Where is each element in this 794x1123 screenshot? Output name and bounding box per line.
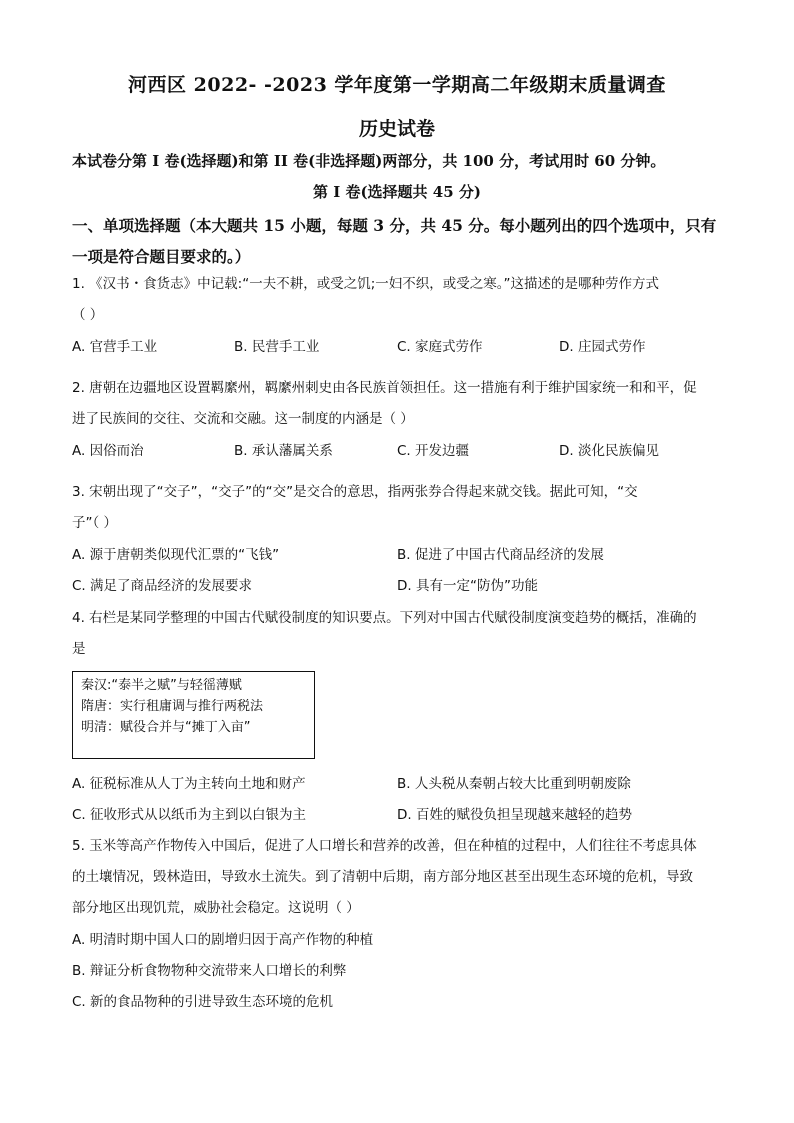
question-1-stem: 1. 《汉书・食货志》中记载:“一夫不耕，或受之饥;一妇不织，或受之寒。”这描述的是哪种劳作方式 — [72, 276, 660, 292]
question-2-option-c: C. 开发边疆 — [397, 443, 470, 459]
question-3-stem: 3. 宋朝出现了“交子”，“交子”的“交”是交合的意思，指两张券合得起来就交钱。据此可知，“交 — [72, 484, 638, 500]
knowledge-point: 秦汉:“泰半之赋”与轻徭薄赋 — [81, 678, 242, 693]
question-4-option-b: B. 人头税从秦朝占较大比重到明朝废除 — [397, 776, 631, 792]
exam-subtitle: 历史试卷 — [358, 118, 435, 140]
question-4-stem: 是 — [72, 641, 86, 657]
question-3-option-b: B. 促进了中国古代商品经济的发展 — [397, 547, 604, 563]
question-4-option-d: D. 百姓的赋役负担呈现越来越轻的趋势 — [397, 807, 632, 823]
question-5-stem: 部分地区出现饥荒，威胁社会稳定。这说明（ ） — [72, 900, 360, 916]
section-heading — [72, 210, 732, 272]
question-3-stem: 子”（ ） — [72, 515, 118, 531]
question-3-option-d: D. 具有一定“防伪”功能 — [397, 578, 538, 594]
question-5-stem: 的土壤情况，毁林造田，导致水土流失。到了清朝中后期，南方部分地区甚至出现生态环境的危机，导致 — [72, 869, 693, 885]
question-1-stem: （ ） — [72, 307, 104, 323]
knowledge-point: 隋唐：实行租庸调与推行两税法 — [81, 699, 264, 714]
question-4-stem: 4. 右栏是某同学整理的中国古代赋役制度的知识要点。下列对中国古代赋役制度演变趋势的概括，准确的 — [72, 610, 697, 626]
question-1-option-d: D. 庄园式劳作 — [559, 339, 646, 355]
knowledge-points-box — [72, 671, 315, 759]
exam-intro: 本试卷分第 I 卷(选择题)和第 II 卷(非选择题)两部分，共 100 分，考试用时 60 分钟。 — [72, 152, 666, 170]
question-1-option-a: A. 官营手工业 — [72, 339, 158, 355]
question-2-stem: 2. 唐朝在边疆地区设置羁縻州，羁縻州刺史由各民族首领担任。这一措施有利于维护国家统一和和平，促 — [72, 380, 697, 396]
question-4-option-a: A. 征税标准从人丁为主转向土地和财产 — [72, 776, 306, 792]
question-2-option-b: B. 承认藩属关系 — [234, 443, 333, 459]
question-5-option-c: C. 新的食品物种的引进导致生态环境的危机 — [72, 994, 334, 1010]
question-5-option-a: A. 明清时期中国人口的剧增归因于高产作物的种植 — [72, 932, 374, 948]
question-3-option-c: C. 满足了商品经济的发展要求 — [72, 578, 253, 594]
question-2-stem: 进了民族间的交往、交流和交融。这一制度的内涵是（ ） — [72, 411, 414, 427]
question-2-option-d: D. 淡化民族偏见 — [559, 443, 659, 459]
part-heading: 第 I 卷(选择题共 45 分) — [313, 183, 481, 201]
question-5-stem: 5. 玉米等高产作物传入中国后，促进了人口增长和营养的改善，但在种植的过程中，人们往往不考虑具体 — [72, 838, 697, 854]
exam-title: 河西区 2022- -2023 学年度第一学期高二年级期末质量调查 — [128, 74, 666, 96]
section-heading-line: 一、单项选择题（本大题共 15 小题，每题 3 分，共 45 分。每小题列出的四个选项中，只有 — [72, 216, 717, 235]
question-2-option-a: A. 因俗而治 — [72, 443, 144, 459]
question-4-option-c: C. 征收形式从以纸币为主到以白银为主 — [72, 807, 307, 823]
knowledge-point: 明清：赋役合并与“摊丁入亩” — [81, 720, 251, 735]
question-1-option-b: B. 民营手工业 — [234, 339, 320, 355]
question-5-option-b: B. 辩证分析食物物种交流带来人口增长的利弊 — [72, 963, 347, 979]
question-1-option-c: C. 家庭式劳作 — [397, 339, 483, 355]
section-heading-line: 一项是符合题目要求的。） — [72, 247, 251, 266]
question-3-option-a: A. 源于唐朝类似现代汇票的“飞钱” — [72, 547, 280, 563]
